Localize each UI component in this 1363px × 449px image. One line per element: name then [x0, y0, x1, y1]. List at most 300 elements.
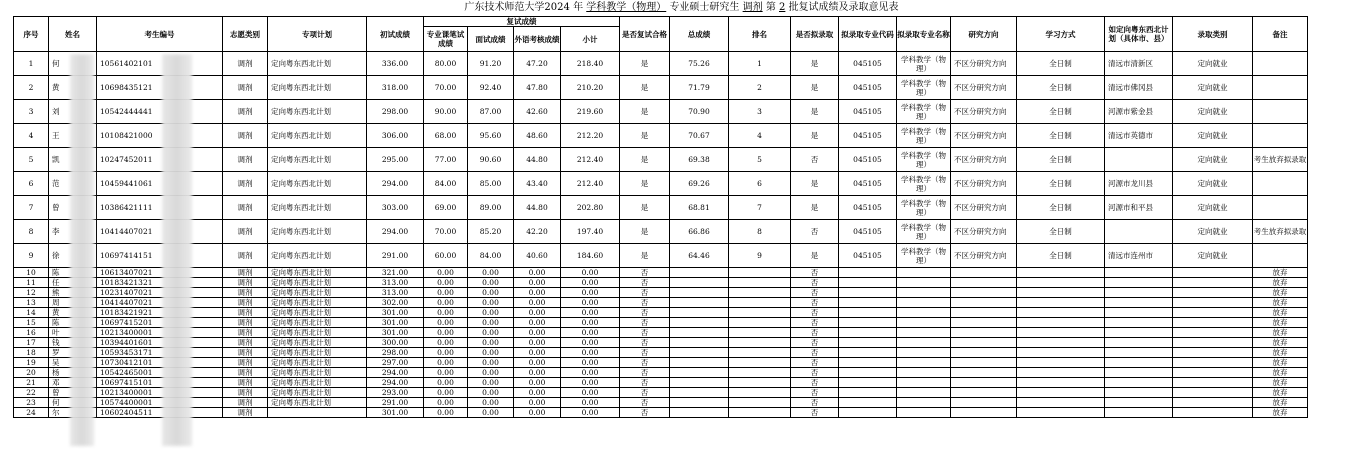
cell-seq: 5	[14, 148, 49, 172]
table-row	[14, 244, 1363, 268]
cell-admit-type	[1173, 318, 1253, 328]
header-subtotal: 小计	[561, 27, 620, 52]
cell-major-code: 045105	[839, 220, 897, 244]
cell-remark: 放弃	[1253, 348, 1308, 358]
cell-direction: 不区分研究方向	[951, 100, 1017, 124]
cell-study-mode	[1017, 318, 1105, 328]
cell-language: 47.20	[514, 52, 561, 76]
cell-course: 0.00	[424, 268, 468, 278]
header-remark: 备注	[1253, 17, 1308, 52]
cell-passed: 是	[620, 244, 670, 268]
cell-admit-type	[1173, 408, 1253, 418]
title-student-type: 专业硕士研究生	[669, 2, 740, 13]
cell-exam-no: 10394401601	[97, 338, 223, 348]
table-row	[14, 378, 1363, 388]
cell-language: 0.00	[514, 318, 561, 328]
cell-rank	[729, 318, 791, 328]
cell-county	[1105, 368, 1173, 378]
cell-language: 0.00	[514, 348, 561, 358]
cell-course: 90.00	[424, 100, 468, 124]
cell-study-mode: 全日制	[1017, 148, 1105, 172]
cell-interview: 0.00	[468, 368, 514, 378]
cell-total	[670, 288, 729, 298]
cell-category: 调剂	[223, 348, 268, 358]
cell-admit-type: 定向就业	[1173, 196, 1253, 220]
cell-subtotal: 197.40	[561, 220, 620, 244]
cell-interview: 0.00	[468, 328, 514, 338]
cell-rank: 1	[729, 52, 791, 76]
table-row	[14, 328, 1363, 338]
exam-no-redaction	[162, 54, 192, 446]
table-row	[14, 76, 1363, 100]
cell-course: 80.00	[424, 52, 468, 76]
cell-category: 调剂	[223, 338, 268, 348]
cell-passed: 否	[620, 408, 670, 418]
cell-category: 调剂	[223, 388, 268, 398]
title-major: 学科教学（物理）	[586, 2, 667, 13]
cell-category: 调剂	[223, 408, 268, 418]
cell-direction	[951, 368, 1017, 378]
cell-interview: 84.00	[468, 244, 514, 268]
cell-remark: 放弃	[1253, 328, 1308, 338]
cell-category: 调剂	[223, 288, 268, 298]
cell-subtotal: 0.00	[561, 288, 620, 298]
cell-subtotal: 0.00	[561, 408, 620, 418]
cell-study-mode: 全日制	[1017, 100, 1105, 124]
table-row	[14, 368, 1363, 378]
cell-seq: 22	[14, 388, 49, 398]
cell-county: 河源市龙川县	[1105, 172, 1173, 196]
cell-direction	[951, 358, 1017, 368]
cell-admit-type	[1173, 388, 1253, 398]
cell-remark: 放弃	[1253, 298, 1308, 308]
cell-major-code	[839, 398, 897, 408]
cell-proposed: 否	[791, 408, 839, 418]
cell-remark: 放弃	[1253, 368, 1308, 378]
cell-initial: 301.00	[367, 308, 424, 318]
cell-name: 熊	[49, 288, 97, 298]
cell-interview: 0.00	[468, 398, 514, 408]
cell-course: 69.00	[424, 196, 468, 220]
cell-seq: 21	[14, 378, 49, 388]
cell-admit-type	[1173, 288, 1253, 298]
table-row	[14, 196, 1363, 220]
cell-category: 调剂	[223, 308, 268, 318]
cell-proposed: 否	[791, 268, 839, 278]
cell-county	[1105, 398, 1173, 408]
cell-exam-no: 10574400001	[97, 398, 223, 408]
cell-total: 70.90	[670, 100, 729, 124]
cell-study-mode	[1017, 408, 1105, 418]
cell-passed: 否	[620, 298, 670, 308]
cell-interview: 0.00	[468, 278, 514, 288]
header-retest-group: 复试成绩	[424, 17, 620, 27]
cell-course: 0.00	[424, 398, 468, 408]
cell-plan: 定向粤东西北计划	[268, 100, 367, 124]
cell-category: 调剂	[223, 378, 268, 388]
cell-interview: 0.00	[468, 338, 514, 348]
cell-major-code: 045105	[839, 124, 897, 148]
cell-major-name	[897, 398, 951, 408]
cell-major-code: 045105	[839, 76, 897, 100]
cell-total	[670, 408, 729, 418]
cell-major-code	[839, 408, 897, 418]
table-row	[14, 268, 1363, 278]
cell-county	[1105, 358, 1173, 368]
cell-subtotal: 210.20	[561, 76, 620, 100]
cell-county	[1105, 408, 1173, 418]
cell-study-mode	[1017, 288, 1105, 298]
cell-category: 调剂	[223, 124, 268, 148]
cell-direction: 不区分研究方向	[951, 196, 1017, 220]
title-admission-type: 调剂	[742, 2, 763, 13]
cell-course: 0.00	[424, 308, 468, 318]
cell-plan: 定向粤东西北计划	[268, 76, 367, 100]
cell-rank	[729, 358, 791, 368]
cell-seq: 18	[14, 348, 49, 358]
cell-major-code	[839, 388, 897, 398]
cell-passed: 否	[620, 388, 670, 398]
cell-course: 0.00	[424, 358, 468, 368]
cell-remark: 放弃	[1253, 278, 1308, 288]
cell-remark	[1253, 100, 1308, 124]
cell-total: 69.26	[670, 172, 729, 196]
cell-proposed: 否	[791, 288, 839, 298]
cell-name: 邓	[49, 378, 97, 388]
cell-total: 68.81	[670, 196, 729, 220]
cell-remark: 放弃	[1253, 268, 1308, 278]
cell-seq: 13	[14, 298, 49, 308]
cell-course: 0.00	[424, 378, 468, 388]
cell-rank	[729, 378, 791, 388]
cell-name: 黄	[49, 308, 97, 318]
cell-subtotal: 0.00	[561, 328, 620, 338]
cell-direction	[951, 328, 1017, 338]
cell-study-mode: 全日制	[1017, 244, 1105, 268]
table-row	[14, 348, 1363, 358]
cell-total	[670, 358, 729, 368]
cell-study-mode	[1017, 268, 1105, 278]
cell-exam-no: 10213400001	[97, 328, 223, 338]
cell-interview: 0.00	[468, 388, 514, 398]
cell-study-mode: 全日制	[1017, 196, 1105, 220]
cell-rank: 9	[729, 244, 791, 268]
cell-name: 何	[49, 398, 97, 408]
table-row	[14, 338, 1363, 348]
cell-county	[1105, 148, 1173, 172]
cell-interview: 85.00	[468, 172, 514, 196]
cell-seq: 10	[14, 268, 49, 278]
cell-major-code	[839, 328, 897, 338]
cell-initial: 293.00	[367, 388, 424, 398]
cell-interview: 0.00	[468, 378, 514, 388]
cell-subtotal: 212.20	[561, 124, 620, 148]
cell-language: 0.00	[514, 268, 561, 278]
cell-seq: 6	[14, 172, 49, 196]
cell-county	[1105, 220, 1173, 244]
cell-remark: 考生放弃拟录取	[1253, 148, 1308, 172]
cell-category: 调剂	[223, 358, 268, 368]
cell-plan: 定向粤东西北计划	[268, 196, 367, 220]
cell-language: 0.00	[514, 308, 561, 318]
cell-plan: 定向粤东西北计划	[268, 220, 367, 244]
table-row	[14, 52, 1363, 76]
cell-interview: 0.00	[468, 308, 514, 318]
cell-interview: 0.00	[468, 348, 514, 358]
cell-language: 44.80	[514, 148, 561, 172]
cell-remark: 放弃	[1253, 318, 1308, 328]
cell-direction	[951, 388, 1017, 398]
cell-rank	[729, 278, 791, 288]
cell-admit-type	[1173, 358, 1253, 368]
cell-admit-type	[1173, 348, 1253, 358]
cell-study-mode	[1017, 378, 1105, 388]
cell-plan: 定向粤东西北计划	[268, 124, 367, 148]
cell-name: 李	[49, 220, 97, 244]
cell-study-mode: 全日制	[1017, 124, 1105, 148]
cell-interview: 0.00	[468, 298, 514, 308]
cell-name: 罗	[49, 348, 97, 358]
cell-plan: 定向粤东西北计划	[268, 268, 367, 278]
cell-category: 调剂	[223, 268, 268, 278]
cell-plan: 定向粤东西北计划	[268, 368, 367, 378]
cell-name: 任	[49, 278, 97, 288]
cell-direction: 不区分研究方向	[951, 124, 1017, 148]
cell-exam-no: 10602404511	[97, 408, 223, 418]
table-row	[14, 298, 1363, 308]
cell-plan: 定向粤东西北计划	[268, 278, 367, 288]
cell-exam-no: 10561402101	[97, 52, 223, 76]
cell-direction: 不区分研究方向	[951, 172, 1017, 196]
cell-name: 陈	[49, 268, 97, 278]
cell-major-code	[839, 278, 897, 288]
cell-language: 0.00	[514, 408, 561, 418]
cell-major-name	[897, 408, 951, 418]
cell-category: 调剂	[223, 244, 268, 268]
cell-seq: 23	[14, 398, 49, 408]
cell-proposed: 否	[791, 368, 839, 378]
cell-subtotal: 0.00	[561, 348, 620, 358]
title-year-suffix: 年	[573, 2, 584, 13]
cell-plan: 定向粤东西北计划	[268, 358, 367, 368]
table-row	[14, 308, 1363, 318]
cell-proposed: 否	[791, 338, 839, 348]
cell-language: 0.00	[514, 338, 561, 348]
cell-initial: 291.00	[367, 398, 424, 408]
cell-direction	[951, 348, 1017, 358]
cell-initial: 291.00	[367, 244, 424, 268]
cell-initial: 294.00	[367, 378, 424, 388]
cell-plan: 定向粤东西北计划	[268, 172, 367, 196]
cell-name: 范	[49, 172, 97, 196]
cell-total	[670, 368, 729, 378]
cell-category: 调剂	[223, 196, 268, 220]
cell-subtotal: 0.00	[561, 318, 620, 328]
cell-name: 钱	[49, 338, 97, 348]
cell-passed: 否	[620, 328, 670, 338]
cell-major-code	[839, 298, 897, 308]
cell-seq: 15	[14, 318, 49, 328]
cell-rank: 2	[729, 76, 791, 100]
cell-passed: 否	[620, 398, 670, 408]
header-course-score: 专业课笔试成绩	[424, 27, 468, 52]
cell-proposed: 否	[791, 220, 839, 244]
cell-county	[1105, 328, 1173, 338]
cell-exam-no: 10593453171	[97, 348, 223, 358]
cell-course: 0.00	[424, 328, 468, 338]
cell-language: 0.00	[514, 358, 561, 368]
cell-major-code: 045105	[839, 196, 897, 220]
header-interview-score: 面试成绩	[468, 27, 514, 52]
cell-course: 0.00	[424, 298, 468, 308]
cell-proposed: 否	[791, 388, 839, 398]
cell-total	[670, 268, 729, 278]
cell-county	[1105, 278, 1173, 288]
cell-initial: 301.00	[367, 328, 424, 338]
cell-county	[1105, 348, 1173, 358]
cell-plan: 定向粤东西北计划	[268, 348, 367, 358]
cell-plan: 定向粤东西北计划	[268, 388, 367, 398]
cell-major-name: 学科教学（物理）	[897, 52, 951, 76]
cell-passed: 否	[620, 288, 670, 298]
cell-exam-no: 10386421111	[97, 196, 223, 220]
cell-major-name: 学科教学（物理）	[897, 244, 951, 268]
cell-admit-type: 定向就业	[1173, 100, 1253, 124]
cell-rank	[729, 368, 791, 378]
cell-remark: 放弃	[1253, 378, 1308, 388]
cell-major-name	[897, 378, 951, 388]
cell-major-name: 学科教学（物理）	[897, 76, 951, 100]
cell-proposed: 否	[791, 308, 839, 318]
cell-passed: 否	[620, 268, 670, 278]
cell-initial: 301.00	[367, 318, 424, 328]
score-table	[13, 16, 1363, 418]
cell-name: 曾	[49, 196, 97, 220]
cell-seq: 14	[14, 308, 49, 318]
cell-major-code	[839, 358, 897, 368]
header-major-code: 拟录取专业代码	[839, 17, 897, 52]
table-row	[14, 288, 1363, 298]
header-direction: 研究方向	[951, 17, 1017, 52]
cell-name: 何	[49, 52, 97, 76]
cell-category: 调剂	[223, 398, 268, 408]
cell-initial: 297.00	[367, 358, 424, 368]
cell-plan: 定向粤东西北计划	[268, 398, 367, 408]
table-row	[14, 278, 1363, 288]
cell-direction	[951, 268, 1017, 278]
cell-remark: 放弃	[1253, 408, 1308, 418]
cell-major-name	[897, 298, 951, 308]
cell-exam-no: 10183421921	[97, 308, 223, 318]
cell-language: 42.60	[514, 100, 561, 124]
cell-rank	[729, 308, 791, 318]
cell-passed: 是	[620, 100, 670, 124]
cell-rank	[729, 398, 791, 408]
cell-major-code: 045105	[839, 52, 897, 76]
table-row	[14, 148, 1363, 172]
cell-course: 0.00	[424, 288, 468, 298]
cell-county	[1105, 318, 1173, 328]
cell-study-mode: 全日制	[1017, 172, 1105, 196]
cell-admit-type: 定向就业	[1173, 244, 1253, 268]
cell-direction	[951, 378, 1017, 388]
cell-plan: 定向粤东西北计划	[268, 308, 367, 318]
cell-initial: 302.00	[367, 298, 424, 308]
cell-category: 调剂	[223, 100, 268, 124]
cell-total	[670, 348, 729, 358]
cell-major-name: 学科教学（物理）	[897, 196, 951, 220]
table-row	[14, 172, 1363, 196]
cell-exam-no: 10231407021	[97, 288, 223, 298]
cell-language: 47.80	[514, 76, 561, 100]
cell-study-mode: 全日制	[1017, 52, 1105, 76]
cell-course: 60.00	[424, 244, 468, 268]
cell-admit-type: 定向就业	[1173, 124, 1253, 148]
cell-exam-no: 10697414151	[97, 244, 223, 268]
cell-total	[670, 308, 729, 318]
header-exam-no: 考生编号	[97, 17, 223, 52]
cell-county	[1105, 378, 1173, 388]
cell-major-code	[839, 368, 897, 378]
cell-passed: 是	[620, 76, 670, 100]
cell-rank	[729, 268, 791, 278]
cell-initial: 321.00	[367, 268, 424, 278]
cell-major-name	[897, 328, 951, 338]
cell-seq: 11	[14, 278, 49, 288]
cell-interview: 92.40	[468, 76, 514, 100]
cell-initial: 295.00	[367, 148, 424, 172]
cell-name: 黄	[49, 76, 97, 100]
cell-seq: 20	[14, 368, 49, 378]
cell-seq: 24	[14, 408, 49, 418]
cell-major-name: 学科教学（物理）	[897, 220, 951, 244]
cell-admit-type	[1173, 338, 1253, 348]
cell-direction: 不区分研究方向	[951, 76, 1017, 100]
cell-county: 清远市佛冈县	[1105, 76, 1173, 100]
cell-language: 0.00	[514, 388, 561, 398]
cell-initial: 313.00	[367, 278, 424, 288]
cell-interview: 0.00	[468, 318, 514, 328]
cell-exam-no: 10698435121	[97, 76, 223, 100]
cell-direction	[951, 278, 1017, 288]
cell-major-name	[897, 368, 951, 378]
cell-name: 吴	[49, 358, 97, 368]
cell-proposed: 否	[791, 328, 839, 338]
cell-total	[670, 378, 729, 388]
cell-county	[1105, 388, 1173, 398]
cell-name: 叶	[49, 328, 97, 338]
cell-passed: 否	[620, 378, 670, 388]
header-seq: 序号	[14, 17, 49, 52]
cell-major-name	[897, 318, 951, 328]
cell-rank	[729, 288, 791, 298]
cell-subtotal: 212.40	[561, 148, 620, 172]
header-plan: 专项计划	[268, 17, 367, 52]
cell-rank	[729, 338, 791, 348]
cell-study-mode	[1017, 298, 1105, 308]
cell-direction	[951, 338, 1017, 348]
cell-rank	[729, 328, 791, 338]
cell-admit-type	[1173, 398, 1253, 408]
cell-proposed: 是	[791, 172, 839, 196]
cell-category: 调剂	[223, 368, 268, 378]
cell-admit-type: 定向就业	[1173, 148, 1253, 172]
cell-study-mode	[1017, 348, 1105, 358]
cell-proposed: 否	[791, 378, 839, 388]
table-row	[14, 408, 1363, 418]
cell-county: 河源市紫金县	[1105, 100, 1173, 124]
cell-study-mode: 全日制	[1017, 220, 1105, 244]
